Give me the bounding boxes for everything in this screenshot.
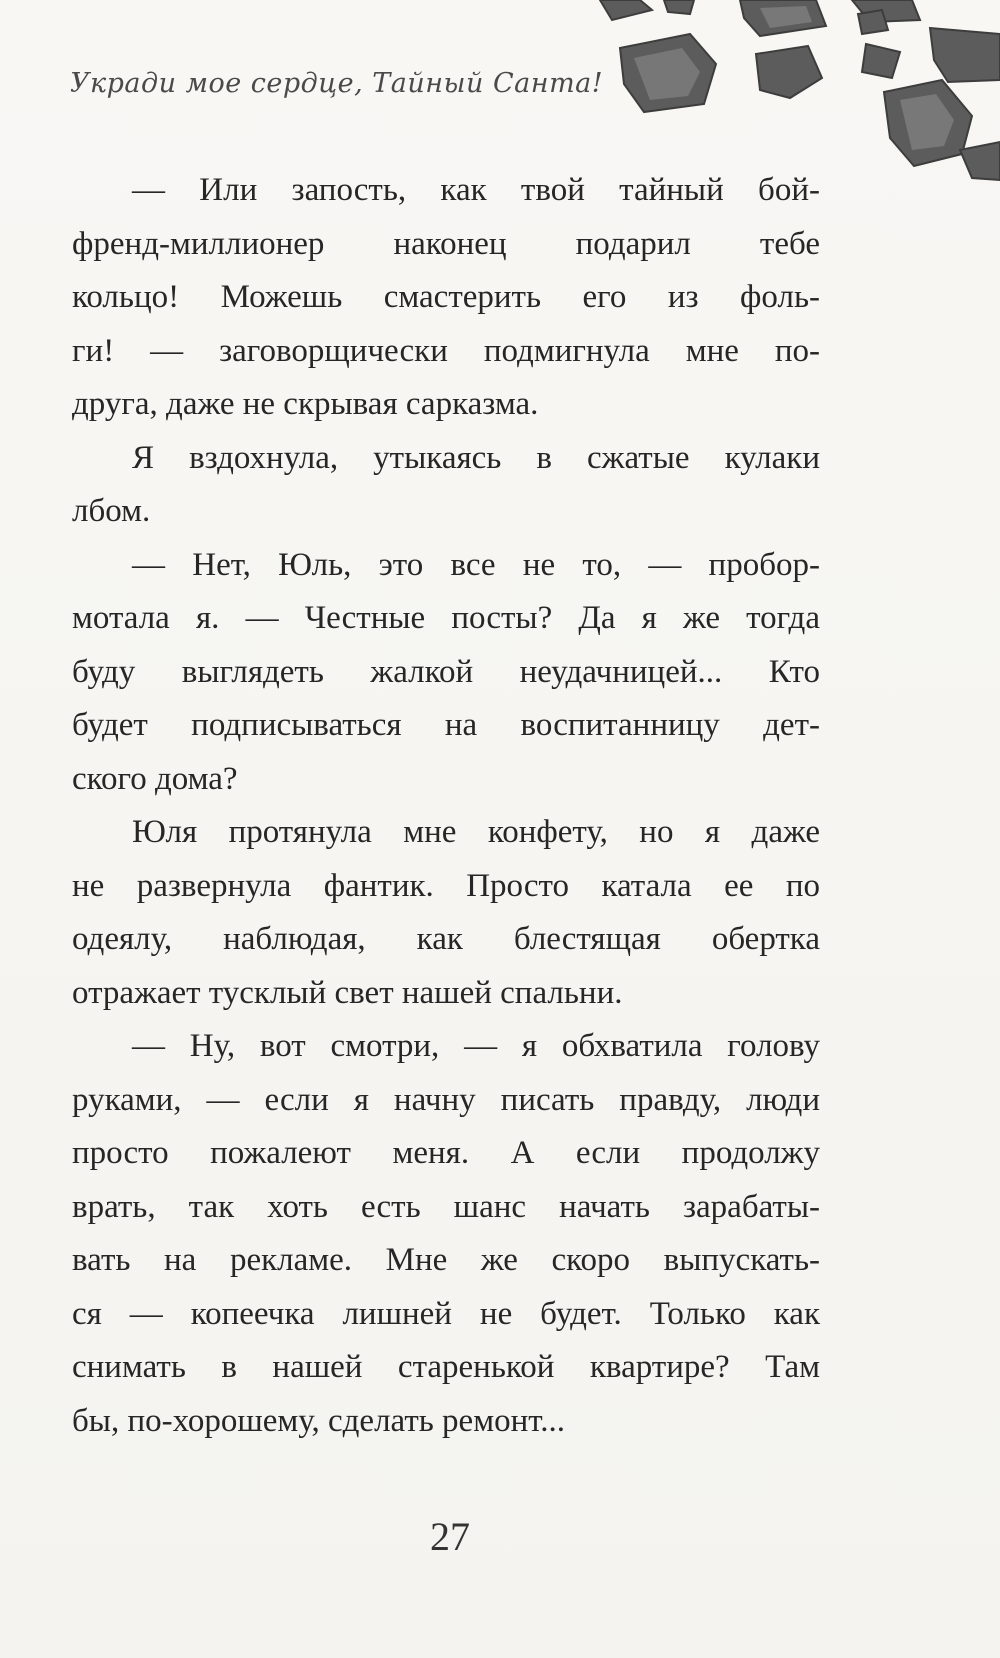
text-line: Юля протянула мне конфету, но я даже: [132, 814, 820, 850]
text-line: руками, — если я начну писать правду, люди: [72, 1081, 820, 1118]
text-line: будет подписываться на воспитанницу дет-: [72, 707, 820, 743]
text-line: ся — копеечка лишней не будет. Только как: [72, 1295, 820, 1332]
text-line: отражает тусклый свет нашей спальни.: [72, 974, 623, 1011]
body-text: [72, 164, 820, 1448]
text-line: одеялу, наблюдая, как блестящая обертка: [72, 921, 820, 957]
page-number: 27: [430, 1514, 470, 1559]
text-line: — Ну, вот смотри, — я обхватила голову: [132, 1028, 820, 1064]
running-header-title: Укради мое сердце, Тайный Санта!: [70, 68, 604, 99]
paragraph-2: [72, 432, 820, 539]
paragraph-1: [72, 164, 820, 432]
text-line: просто пожалеют меня. А если продолжу: [72, 1135, 820, 1171]
text-line: вать на рекламе. Мне же скоро выпускать-: [72, 1242, 820, 1278]
text-line: врать, так хоть есть шанс начать зарабаты-: [72, 1188, 820, 1225]
text-line: френд-миллионер наконец подарил тебе: [72, 225, 820, 262]
text-line: снимать в нашей старенькой квартире? Там: [72, 1349, 820, 1385]
text-line: ского дома?: [72, 760, 238, 797]
text-line: друга, даже не скрывая сарказма.: [72, 386, 539, 422]
text-line: буду выглядеть жалкой неудачницей... Кто: [72, 653, 820, 690]
text-line: кольцо! Можешь смастерить его из фоль-: [72, 279, 820, 315]
text-line: лбом.: [72, 493, 151, 529]
text-line: мотала я. — Честные посты? Да я же тогда: [72, 600, 820, 636]
text-line: бы, по-хорошему, сделать ремонт...: [72, 1402, 565, 1439]
text-line: ги! — заговорщически подмигнула мне по-: [72, 332, 820, 369]
text-line: Я вздохнула, утыкаясь в сжатые кулаки: [132, 439, 820, 476]
paragraph-4: [72, 806, 820, 1020]
paragraph-5: [72, 1020, 820, 1448]
text-line: — Или запость, как твой тайный бой-: [132, 172, 820, 208]
text-line: — Нет, Юль, это все не то, — пробор-: [132, 546, 820, 583]
paragraph-3: [72, 539, 820, 807]
text-line: не развернула фантик. Просто катала ее по: [72, 867, 820, 904]
